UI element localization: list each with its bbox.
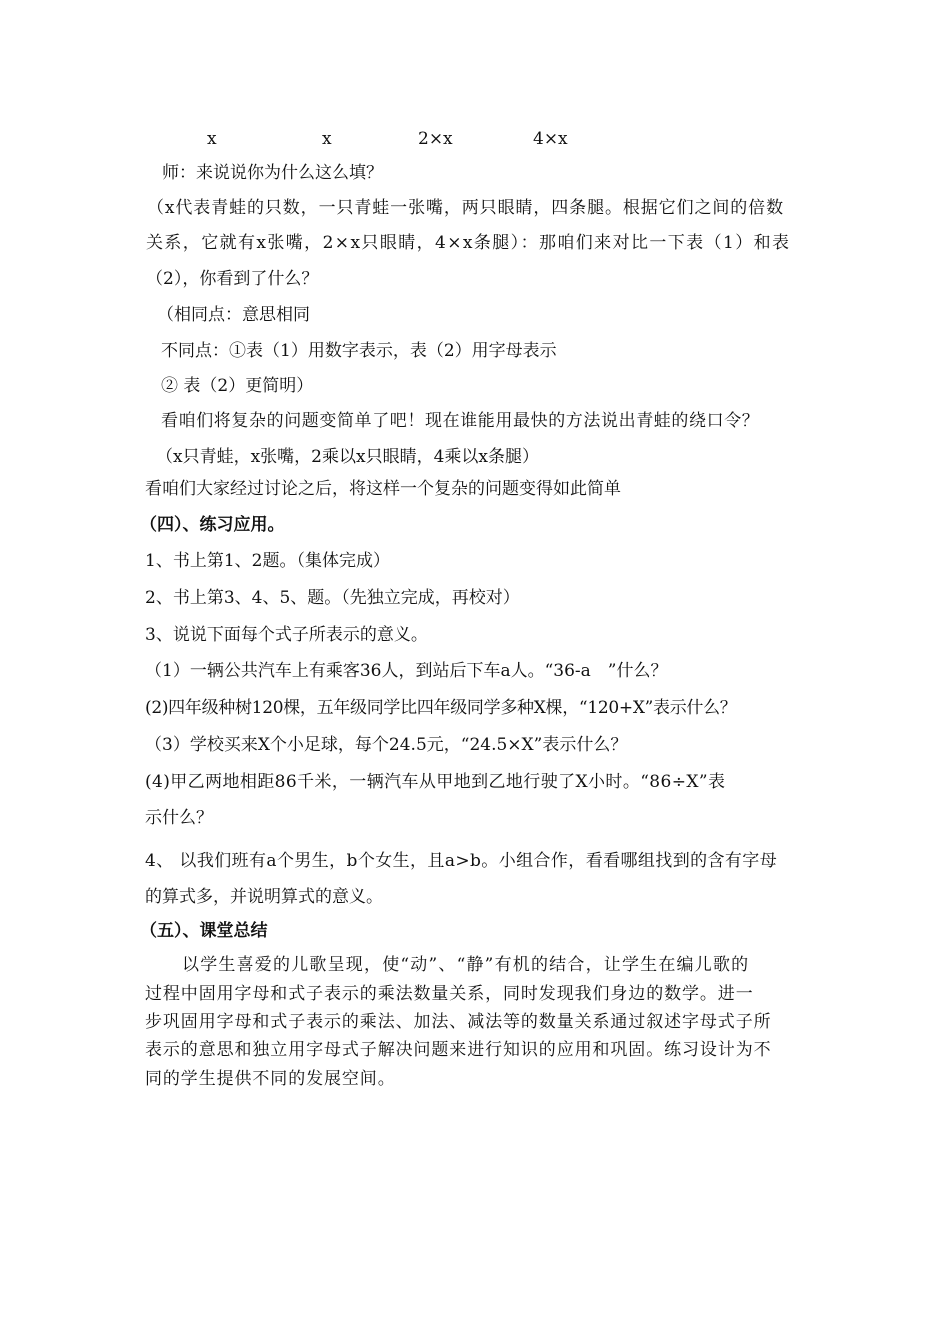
table-cell: 4×x (533, 129, 568, 149)
text-line: （3）学校买来X个小足球，每个24.5元，“24.5×X”表示什么？ (145, 735, 628, 755)
text-line: (2)四年级种树120棵，五年级同学比四年级同学多种X棵，“120+X”表示什么？ (145, 698, 737, 718)
text-line: 3、说说下面每个式子所表示的意义。 (145, 625, 428, 645)
text-line: 的算式多，并说明算式的意义。 (145, 887, 383, 907)
text-line: 示什么？ (145, 808, 213, 828)
text-line: （相同点：意思相同 (157, 305, 310, 325)
table-cell: x (207, 129, 217, 149)
text-line: （2），你看到了什么？ (146, 269, 319, 289)
text-line: 2、书上第3、4、5、题。（先独立完成，再校对） (145, 588, 520, 608)
section-heading: （五）、课堂总结 (140, 921, 268, 941)
text-line: （1）一辆公共汽车上有乘客36人，到站后下车a人。“36-a ”什么？ (145, 661, 668, 681)
text-line: （x只青蛙，x张嘴，2乘以x只眼睛，4乘以x条腿） (156, 447, 539, 467)
section-heading: （四）、练习应用。 (140, 515, 285, 535)
text-line: （x代表青蛙的只数，一只青蛙一张嘴，两只眼睛，四条腿。根据它们之间的倍数 (147, 198, 784, 218)
table-cell: 2×x (418, 129, 453, 149)
paragraph-line: 过程中固用字母和式子表示的乘法数量关系，同时发现我们身边的数学。进一 (145, 984, 754, 1004)
text-line: 4、 以我们班有a个男生，b个女生，且a>b。小组合作，看看哪组找到的含有字母 (145, 851, 778, 871)
paragraph-line: 表示的意思和独立用字母式子解决问题来进行知识的应用和巩固。练习设计为不 (145, 1040, 772, 1060)
text-line: ② 表（2）更简明） (161, 376, 314, 396)
table-cell: x (322, 129, 332, 149)
paragraph-line: 步巩固用字母和式子表示的乘法、加法、减法等的数量关系通过叙述字母式子所 (145, 1012, 772, 1032)
text-line: 不同点：①表（1）用数字表示，表（2）用字母表示 (161, 341, 557, 361)
text-line: 师：来说说你为什么这么填？ (162, 163, 383, 183)
text-line: 1、书上第1、2题。（集体完成） (145, 551, 390, 571)
text-line: (4)甲乙两地相距86千米，一辆汽车从甲地到乙地行驶了X小时。“86÷X”表 (145, 772, 726, 792)
paragraph-line: 同的学生提供不同的发展空间。 (145, 1069, 396, 1089)
text-line: 看咱们大家经过讨论之后，将这样一个复杂的问题变得如此简单 (145, 479, 621, 499)
text-line: 关系，它就有x张嘴，2×x只眼睛，4×x条腿）：那咱们来对比一下表（1）和表 (146, 233, 791, 253)
text-line: 看咱们将复杂的问题变简单了吧！现在谁能用最快的方法说出青蛙的绕口令？ (161, 411, 760, 431)
paragraph-line: 以学生喜爱的儿歌呈现，使“动”、“静”有机的结合，让学生在编儿歌的 (182, 955, 750, 975)
